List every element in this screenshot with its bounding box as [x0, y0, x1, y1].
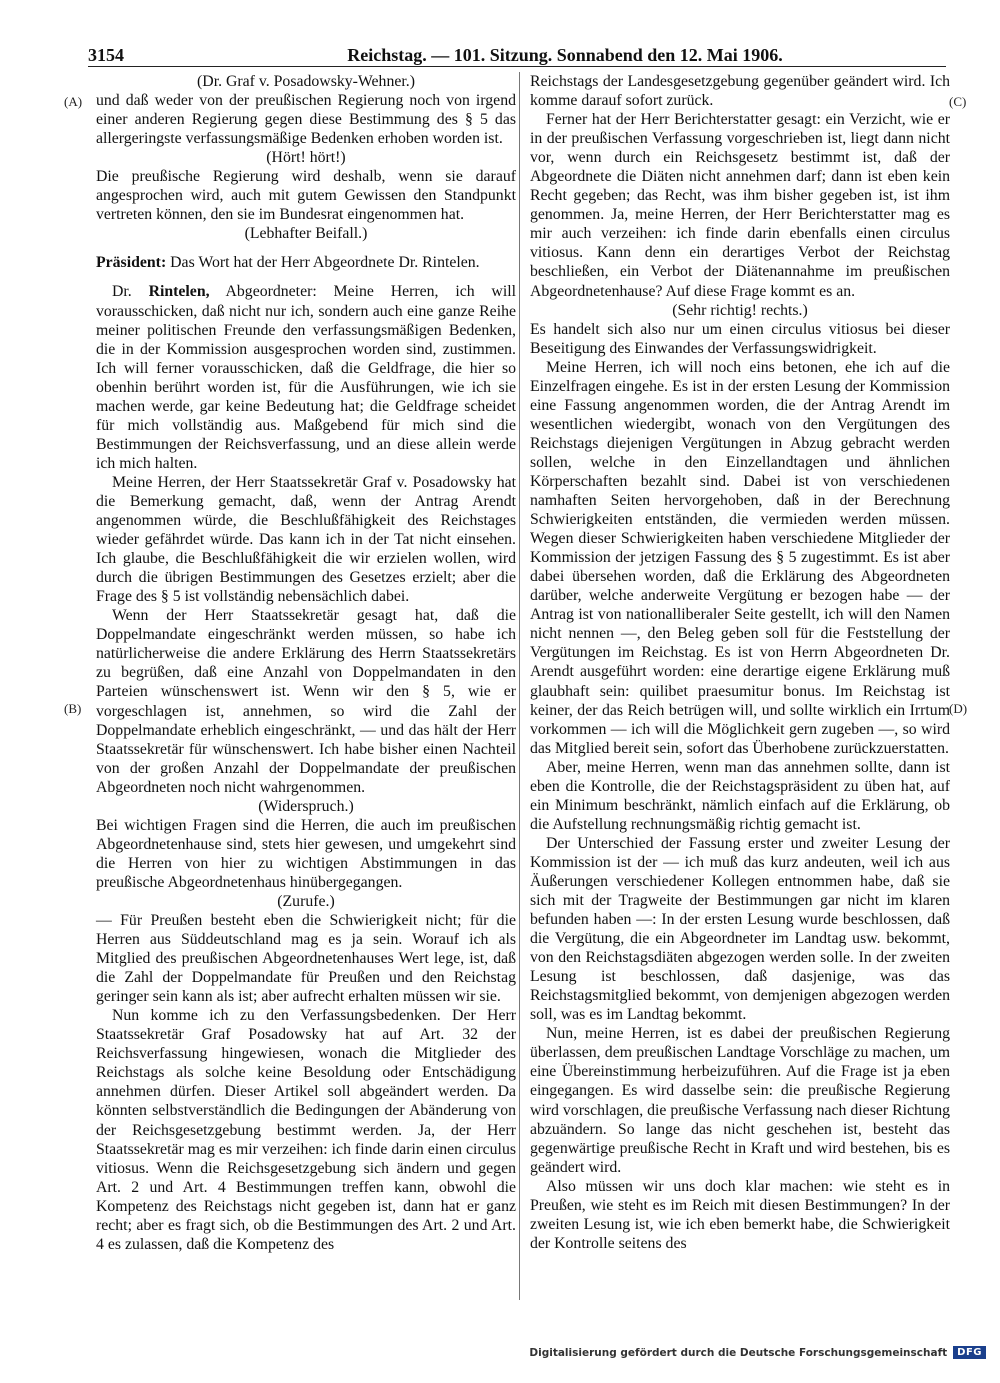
dfg-logo: DFG: [953, 1346, 986, 1359]
paragraph: Es handelt sich also nur um einen circulus vitiosus bei dieser Beseitigung des Einwandes der Verfassungswidrigkeit.: [530, 320, 950, 357]
footer: [529, 1346, 986, 1359]
president-statement: [96, 253, 516, 272]
paragraph: Reichstags der Landesgesetzgebung gegenüber geändert wird. Ich komme darauf sofort zurück.: [530, 73, 950, 110]
margin-mark-c: (C): [949, 94, 967, 109]
speech-text: Abgeordneter: Meine Herren, ich will vorausschicken, daß nicht nur ich, sondern auch eine ganze Reihe meiner politischen Freunde den verfassungsmäßigen Bedenken, die in der Kommission ausgesprochen worden sind, zustimmen. Ich will ferner vorausschicken, daß die Geldfrage, die hier so obenhin berührt worden ist, für die Ausführungen, wie ich sie machen werde, gar keine Bedeutung hat; die Geldfrage scheidet für mich vollständig aus. Maßgebend für mich sind die Bestimmungen der Reichsverfassung, und an diese allein werde ich mich halten.: [96, 283, 516, 472]
speaker-continuation: (Dr. Graf v. Posadowsky-Wehner.): [197, 73, 415, 90]
paragraph: Wenn der Herr Staatssekretär gesagt hat, daß die Doppelmandate eingeschränkt werden müssen, so habe ich natürlicherweise die andere Erklärung des Herrn Staatssekretärs zu begrüßen, daß eine Anzahl von Doppelmandaten in den Parteien wünschenswert ist. Wenn wir den § 5, wie er vorgeschlagen ist, annehmen, so wird die Zahl der Doppelmandate erheblich eingeschränkt, — und das hält der Herr Staatssekretär für wünschenswert. Ich habe bisher einen Nachteil von der großen Anzahl der Doppelmandate der preußischen Abgeordneten noch nicht wahrgenommen.: [96, 607, 516, 796]
column-divider: [519, 72, 520, 1300]
interjection: (Hört! hört!): [266, 149, 346, 167]
president-text: Das Wort hat der Herr Abgeordnete Dr. Rintelen.: [166, 254, 480, 272]
paragraph: Der Unterschied der Fassung erster und zweiter Lesung der Kommission ist der — ich muß das kurz andeuten, weil ich aus Äußerungen verschiedener Kollegen entnommen habe, daß sie sich mit der Tragweite der Bestimmungen gar nicht im klaren befunden haben —: In der ersten Lesung wurde beschlossen, daß die Vergütung, die ein Abgeordneter im Landtag usw. bekommt, von den Reichstagsdiäten abgezogen werden solle. In der zweiten Lesung ist beschlossen, daß dasjenige, was das Reichstagsmitglied bekommt, von demjenigen abgezogen werden soll, was es im Landtag bekommt.: [530, 834, 950, 1024]
paragraph: Die preußische Regierung wird deshalb, wenn sie darauf angesprochen wird, auch mit gutem Gewissen den Standpunkt vertreten können, den sie im Bundesrat eingenommen hat.: [96, 168, 516, 224]
left-column: [96, 72, 516, 1254]
paragraph: Also müssen wir uns doch klar machen: wie steht es in Preußen, wie steht es im Reich mit diesen Bestimmungen? In der zweiten Lesung ist, wie ich eben bemerkt habe, die Schwierigkeit der Kontrolle seitens des: [530, 1177, 950, 1252]
funding-notice: Digitalisierung gefördert durch die Deutsche Forschungsgemeinschaft: [529, 1346, 948, 1359]
paragraph: Meine Herren, der Herr Staatssekretär Graf v. Posadowsky hat die Bemerkung gemacht, daß, wenn der Antrag Arendt angenommen würde, die Beschlußfähigkeit des Reichstages wieder gefährdet würde. Das kann ich in der Tat nicht einsehen. Ich glaube, die Beschlußfähigkeit die wir erzielen wollen, wird durch die übrigen Bestimmungen des Gesetzes erzielt; aber die Frage des § 5 ist vollständig nebensächlich dabei.: [96, 473, 516, 606]
page-number: 3154: [88, 45, 124, 65]
right-column: [530, 72, 950, 1253]
speaker-name: Rintelen,: [148, 283, 210, 301]
paragraph: Meine Herren, ich will noch eins betonen, ehe ich auf die Einzelfragen eingehe. Es ist in der ersten Lesung der Kommission eine Fassung angenommen worden, die der Antrag Arendt im wesentlichen wiedergibt, wonach von den Vergütungen des Reichstags diejenigen Vergütungen in Abzug gebracht werden sollen, welche in den Einzellandtagen und ähnlichen Körperschaften bezahlt sind. Dabei ist von verschiedenen namhaften Seiten hervorgehoben, daß in der Berechnung Schwierigkeiten entständen, die vermieden werden müssen. Wegen dieser Schwierigkeiten haben verschiedene Mitglieder der Kommission der jetzigen Fassung des § 5 zugestimmt. Es ist aber dabei übersehen worden, daß die Erklärung des Abgeordneten darüber, welche anderweite Vergütung er bezogen habe — der Antrag ist von nationalliberaler Seite gestellt, ich will den Namen nicht nennen —, den Beleg geben soll für die Feststellung der Vergütungen im Reichstag. Es ist von Herrn Abgeordneten Dr. Arendt ausgeführt worden: eine derartige eigene Erklärung muß glaubhaft sein: quilibet praesumitur bonus. Im Reichstag ist keiner, der das Reich betrügen will, und sollte wirklich ein Irrtum vorkommen — ich will die Möglichkeit gern zugeben —, so wird das Mitglied bereit sein, sofort das Überhobene zurückzuerstatten.: [530, 358, 950, 757]
paragraph: Nun komme ich zu den Verfassungsbedenken. Der Herr Staatssekretär Graf Posadowsky hat auf Art. 32 der Reichsverfassung hingewiesen, wonach die Mitglieder des Reichstags als solche keine Besoldung oder Entschädigung annehmen dürfen. Dieser Artikel soll abgeändert werden. Da könnten selbstverständlich die Bedingungen der Abänderung von der Reichsgesetzgebung bestimmt werden. Ja, der Herr Staatssekretär mag es mir verzeihen: ich finde darin einen circulus vitiosus. Wenn die Reichsgesetzgebung sich ändern und gegen Art. 2 und Art. 4 Bestimmungen treffen kann, obwohl die Kompetenz des Reichstags nicht gegeben ist, dann hat er ganz recht; aber es fragt sich, ob die Bestimmungen des Art. 2 und Art. 4 es zulassen, daß die Kompetenz des: [96, 1007, 516, 1253]
speech-opening: [96, 282, 516, 472]
running-title: Reichstag. — 101. Sitzung. Sonnabend den 12. Mai 1906.: [347, 45, 783, 65]
interjection: (Sehr richtig! rechts.): [672, 301, 808, 319]
paragraph: und daß weder von der preußischen Regierung noch von irgend einer anderen Regierung gegen diese Bestimmung des § 5 das allergeringste verfassungsmäßige Bedenken erhoben worden ist.: [96, 92, 516, 148]
margin-mark-a: (A): [64, 94, 83, 109]
speaker-prefix: Dr.: [112, 283, 149, 301]
paragraph: Ferner hat der Herr Berichterstatter gesagt: ein Verzicht, wie er in der preußischen Verfassung vorgeschrieben ist, liegt dann nicht vor, wenn durch ein Reichsgesetz bestimmt ist, daß der Abgeordnete die Diäten nicht annehmen darf; dann ist eben kein Recht gegeben; das Recht, was ihm bisher gegeben ist, ist ihm genommen. Ja, meine Herren, der Herr Berichterstatter mag es mir auch verzeihen: ich finde darin ebenfalls einen circulus vitiosus. Kann denn ein derartiges Verbot der Reichstag beschließen, ein Verbot der Diätenannahme im preußischen Abgeordnetenhause? Auf diese Frage kommt es an.: [530, 111, 950, 300]
interjection: (Widerspruch.): [258, 797, 354, 815]
paragraph: Nun, meine Herren, ist es dabei der preußischen Regierung überlassen, dem preußischen Landtage Vorschläge zu machen, um eine Übereinstimmung herbeizuführen. Auf die Frage ist ja eben eingegangen. Es wird dasselbe sein: die preußische Regierung wird vorschlagen, die preußische Verfassung nach dieser Richtung abzuändern. So lange das nicht geschehen ist, besteht das gegenwärtige preußische Recht in Kraft und wird bestehen, bis es geändert wird.: [530, 1025, 950, 1176]
interjection: (Zurufe.): [277, 892, 335, 910]
page-header: [88, 40, 946, 67]
president-label: Präsident:: [96, 254, 167, 272]
margin-mark-b: (B): [64, 701, 82, 716]
margin-mark-d: (D): [949, 701, 968, 716]
interjection: (Lebhafter Beifall.): [244, 225, 368, 243]
paragraph: — Für Preußen besteht eben die Schwierigkeit nicht; für die Herren aus Süddeutschland mag es ja sein. Worauf ich als Mitglied des preußischen Abgeordnetenhauses Wert lege, ist, daß die Zahl der Doppelmandate für Preußen und den Reichstag geringer sein kann als ist; aber aufrecht erhalten müssen wir sie.: [96, 912, 516, 1006]
paragraph: Bei wichtigen Fragen sind die Herren, die auch im preußischen Abgeordnetenhause sind, stets hier gewesen, und umgekehrt sind die Herren von hier zu wichtigen Abstimmungen in das preußische Abgeordnetenhaus hinübergegangen.: [96, 816, 516, 891]
paragraph: Aber, meine Herren, wenn man das annehmen sollte, dann ist eben die Kontrolle, die der Reichstagspräsident zu üben hat, auf ein Minimum beschränkt, nämlich einfach auf die Erklärung, ob die Aufstellung rechnungsmäßig richtig gemacht ist.: [530, 758, 950, 833]
